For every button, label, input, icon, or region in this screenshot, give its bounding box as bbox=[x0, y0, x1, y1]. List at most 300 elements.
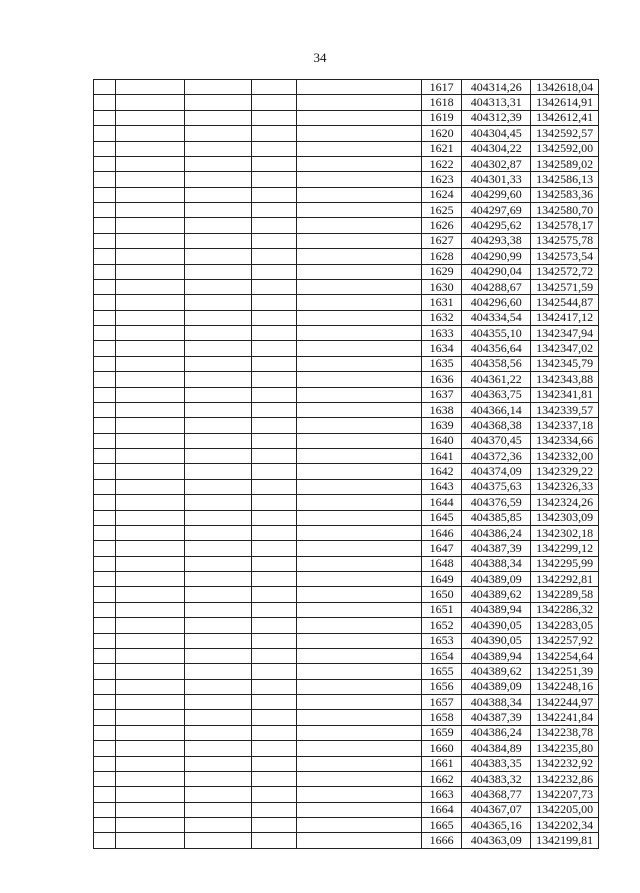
table-row bbox=[94, 249, 599, 264]
y-coordinate-cell: 1342578,17 bbox=[531, 218, 599, 233]
empty-cell bbox=[251, 310, 297, 325]
point-number-cell: 1620 bbox=[421, 126, 461, 141]
point-number-cell: 1656 bbox=[421, 679, 461, 694]
empty-cell bbox=[251, 510, 297, 525]
empty-cell bbox=[116, 449, 185, 464]
x-coordinate-cell: 404356,64 bbox=[462, 341, 531, 356]
y-coordinate-cell: 1342235,80 bbox=[531, 741, 599, 756]
table-row bbox=[94, 833, 599, 848]
empty-cell bbox=[185, 279, 252, 294]
point-number-cell: 1635 bbox=[421, 356, 461, 371]
y-coordinate-cell: 1342289,58 bbox=[531, 587, 599, 602]
table-row bbox=[94, 110, 599, 125]
y-coordinate-cell: 1342329,22 bbox=[531, 464, 599, 479]
empty-cell bbox=[116, 356, 185, 371]
empty-cell bbox=[297, 310, 421, 325]
point-number-cell: 1650 bbox=[421, 587, 461, 602]
point-number-cell: 1664 bbox=[421, 802, 461, 817]
empty-cell bbox=[251, 295, 297, 310]
empty-cell bbox=[94, 802, 116, 817]
empty-cell bbox=[185, 141, 252, 156]
empty-cell bbox=[116, 679, 185, 694]
point-number-cell: 1641 bbox=[421, 449, 461, 464]
y-coordinate-cell: 1342232,86 bbox=[531, 771, 599, 786]
empty-cell bbox=[185, 725, 252, 740]
point-number-cell: 1636 bbox=[421, 372, 461, 387]
empty-cell bbox=[116, 372, 185, 387]
empty-cell bbox=[251, 80, 297, 95]
empty-cell bbox=[94, 449, 116, 464]
empty-cell bbox=[185, 587, 252, 602]
empty-cell bbox=[94, 95, 116, 110]
empty-cell bbox=[297, 818, 421, 833]
table-row bbox=[94, 126, 599, 141]
empty-cell bbox=[94, 326, 116, 341]
empty-cell bbox=[94, 372, 116, 387]
x-coordinate-cell: 404386,24 bbox=[462, 525, 531, 540]
y-coordinate-cell: 1342347,94 bbox=[531, 326, 599, 341]
empty-cell bbox=[94, 787, 116, 802]
empty-cell bbox=[116, 618, 185, 633]
x-coordinate-cell: 404390,05 bbox=[462, 618, 531, 633]
empty-cell bbox=[251, 648, 297, 663]
empty-cell bbox=[185, 80, 252, 95]
y-coordinate-cell: 1342232,92 bbox=[531, 756, 599, 771]
empty-cell bbox=[94, 187, 116, 202]
y-coordinate-cell: 1342326,33 bbox=[531, 479, 599, 494]
empty-cell bbox=[116, 402, 185, 417]
table-row bbox=[94, 402, 599, 417]
x-coordinate-cell: 404389,62 bbox=[462, 664, 531, 679]
empty-cell bbox=[251, 618, 297, 633]
point-number-cell: 1645 bbox=[421, 510, 461, 525]
point-number-cell: 1657 bbox=[421, 695, 461, 710]
empty-cell bbox=[94, 771, 116, 786]
empty-cell bbox=[185, 449, 252, 464]
empty-cell bbox=[116, 110, 185, 125]
empty-cell bbox=[251, 187, 297, 202]
x-coordinate-cell: 404372,36 bbox=[462, 449, 531, 464]
table-row bbox=[94, 771, 599, 786]
empty-cell bbox=[297, 295, 421, 310]
x-coordinate-cell: 404383,35 bbox=[462, 756, 531, 771]
empty-cell bbox=[297, 218, 421, 233]
y-coordinate-cell: 1342199,81 bbox=[531, 833, 599, 848]
table-row bbox=[94, 387, 599, 402]
empty-cell bbox=[94, 648, 116, 663]
empty-cell bbox=[297, 572, 421, 587]
table-row bbox=[94, 141, 599, 156]
empty-cell bbox=[185, 372, 252, 387]
empty-cell bbox=[251, 756, 297, 771]
y-coordinate-cell: 1342592,00 bbox=[531, 141, 599, 156]
empty-cell bbox=[185, 172, 252, 187]
y-coordinate-cell: 1342332,00 bbox=[531, 449, 599, 464]
x-coordinate-cell: 404304,22 bbox=[462, 141, 531, 156]
y-coordinate-cell: 1342573,54 bbox=[531, 249, 599, 264]
y-coordinate-cell: 1342618,04 bbox=[531, 80, 599, 95]
empty-cell bbox=[116, 602, 185, 617]
empty-cell bbox=[297, 187, 421, 202]
table-row bbox=[94, 802, 599, 817]
empty-cell bbox=[94, 341, 116, 356]
table-row bbox=[94, 479, 599, 494]
x-coordinate-cell: 404297,69 bbox=[462, 203, 531, 218]
x-coordinate-cell: 404314,26 bbox=[462, 80, 531, 95]
empty-cell bbox=[251, 802, 297, 817]
empty-cell bbox=[297, 495, 421, 510]
empty-cell bbox=[297, 525, 421, 540]
table-row bbox=[94, 818, 599, 833]
empty-cell bbox=[94, 818, 116, 833]
empty-cell bbox=[94, 218, 116, 233]
empty-cell bbox=[116, 664, 185, 679]
empty-cell bbox=[116, 418, 185, 433]
empty-cell bbox=[116, 525, 185, 540]
empty-cell bbox=[94, 741, 116, 756]
empty-cell bbox=[116, 433, 185, 448]
empty-cell bbox=[185, 341, 252, 356]
empty-cell bbox=[297, 833, 421, 848]
empty-cell bbox=[251, 633, 297, 648]
empty-cell bbox=[297, 479, 421, 494]
empty-cell bbox=[94, 356, 116, 371]
empty-cell bbox=[185, 433, 252, 448]
empty-cell bbox=[185, 802, 252, 817]
empty-cell bbox=[185, 710, 252, 725]
y-coordinate-cell: 1342580,70 bbox=[531, 203, 599, 218]
x-coordinate-cell: 404293,38 bbox=[462, 233, 531, 248]
point-number-cell: 1618 bbox=[421, 95, 461, 110]
empty-cell bbox=[251, 387, 297, 402]
point-number-cell: 1629 bbox=[421, 264, 461, 279]
x-coordinate-cell: 404387,39 bbox=[462, 541, 531, 556]
point-number-cell: 1649 bbox=[421, 572, 461, 587]
empty-cell bbox=[297, 141, 421, 156]
empty-cell bbox=[116, 233, 185, 248]
empty-cell bbox=[185, 525, 252, 540]
empty-cell bbox=[297, 418, 421, 433]
point-number-cell: 1662 bbox=[421, 771, 461, 786]
point-number-cell: 1630 bbox=[421, 279, 461, 294]
empty-cell bbox=[251, 356, 297, 371]
point-number-cell: 1654 bbox=[421, 648, 461, 663]
table-row bbox=[94, 356, 599, 371]
y-coordinate-cell: 1342257,92 bbox=[531, 633, 599, 648]
x-coordinate-cell: 404358,56 bbox=[462, 356, 531, 371]
empty-cell bbox=[116, 341, 185, 356]
empty-cell bbox=[116, 510, 185, 525]
empty-cell bbox=[185, 479, 252, 494]
empty-cell bbox=[251, 602, 297, 617]
table-row bbox=[94, 295, 599, 310]
table-row bbox=[94, 218, 599, 233]
empty-cell bbox=[94, 279, 116, 294]
table-row bbox=[94, 279, 599, 294]
table-row bbox=[94, 95, 599, 110]
table-row bbox=[94, 326, 599, 341]
x-coordinate-cell: 404361,22 bbox=[462, 372, 531, 387]
empty-cell bbox=[297, 372, 421, 387]
empty-cell bbox=[94, 479, 116, 494]
x-coordinate-cell: 404376,59 bbox=[462, 495, 531, 510]
x-coordinate-cell: 404313,31 bbox=[462, 95, 531, 110]
empty-cell bbox=[185, 264, 252, 279]
empty-cell bbox=[185, 464, 252, 479]
y-coordinate-cell: 1342571,59 bbox=[531, 279, 599, 294]
y-coordinate-cell: 1342202,34 bbox=[531, 818, 599, 833]
y-coordinate-cell: 1342575,78 bbox=[531, 233, 599, 248]
empty-cell bbox=[94, 264, 116, 279]
empty-cell bbox=[185, 648, 252, 663]
empty-cell bbox=[297, 326, 421, 341]
empty-cell bbox=[297, 556, 421, 571]
empty-cell bbox=[251, 833, 297, 848]
empty-cell bbox=[251, 479, 297, 494]
empty-cell bbox=[251, 402, 297, 417]
point-number-cell: 1625 bbox=[421, 203, 461, 218]
table-row bbox=[94, 556, 599, 571]
point-number-cell: 1627 bbox=[421, 233, 461, 248]
empty-cell bbox=[116, 695, 185, 710]
x-coordinate-cell: 404302,87 bbox=[462, 156, 531, 171]
empty-cell bbox=[251, 172, 297, 187]
point-number-cell: 1631 bbox=[421, 295, 461, 310]
empty-cell bbox=[94, 541, 116, 556]
y-coordinate-cell: 1342303,09 bbox=[531, 510, 599, 525]
empty-cell bbox=[297, 233, 421, 248]
empty-cell bbox=[297, 618, 421, 633]
table-row bbox=[94, 233, 599, 248]
x-coordinate-cell: 404365,16 bbox=[462, 818, 531, 833]
x-coordinate-cell: 404386,24 bbox=[462, 725, 531, 740]
empty-cell bbox=[251, 249, 297, 264]
x-coordinate-cell: 404367,07 bbox=[462, 802, 531, 817]
y-coordinate-cell: 1342343,88 bbox=[531, 372, 599, 387]
empty-cell bbox=[185, 418, 252, 433]
empty-cell bbox=[185, 664, 252, 679]
y-coordinate-cell: 1342299,12 bbox=[531, 541, 599, 556]
point-number-cell: 1623 bbox=[421, 172, 461, 187]
empty-cell bbox=[297, 664, 421, 679]
y-coordinate-cell: 1342324,26 bbox=[531, 495, 599, 510]
empty-cell bbox=[116, 249, 185, 264]
empty-cell bbox=[297, 648, 421, 663]
empty-cell bbox=[297, 264, 421, 279]
empty-cell bbox=[94, 833, 116, 848]
empty-cell bbox=[297, 802, 421, 817]
empty-cell bbox=[116, 572, 185, 587]
y-coordinate-cell: 1342251,39 bbox=[531, 664, 599, 679]
table-row bbox=[94, 541, 599, 556]
empty-cell bbox=[185, 126, 252, 141]
empty-cell bbox=[116, 126, 185, 141]
empty-cell bbox=[185, 679, 252, 694]
empty-cell bbox=[94, 633, 116, 648]
empty-cell bbox=[297, 156, 421, 171]
empty-cell bbox=[251, 725, 297, 740]
y-coordinate-cell: 1342292,81 bbox=[531, 572, 599, 587]
empty-cell bbox=[297, 203, 421, 218]
page-number: 34 bbox=[313, 50, 327, 65]
empty-cell bbox=[94, 587, 116, 602]
x-coordinate-cell: 404388,34 bbox=[462, 695, 531, 710]
empty-cell bbox=[297, 787, 421, 802]
empty-cell bbox=[297, 587, 421, 602]
empty-cell bbox=[297, 679, 421, 694]
empty-cell bbox=[116, 771, 185, 786]
empty-cell bbox=[297, 725, 421, 740]
empty-cell bbox=[297, 110, 421, 125]
empty-cell bbox=[297, 341, 421, 356]
point-number-cell: 1637 bbox=[421, 387, 461, 402]
point-number-cell: 1647 bbox=[421, 541, 461, 556]
x-coordinate-cell: 404363,75 bbox=[462, 387, 531, 402]
empty-cell bbox=[251, 126, 297, 141]
empty-cell bbox=[185, 356, 252, 371]
x-coordinate-cell: 404366,14 bbox=[462, 402, 531, 417]
empty-cell bbox=[94, 310, 116, 325]
empty-cell bbox=[297, 771, 421, 786]
x-coordinate-cell: 404389,09 bbox=[462, 572, 531, 587]
point-number-cell: 1626 bbox=[421, 218, 461, 233]
point-number-cell: 1658 bbox=[421, 710, 461, 725]
y-coordinate-cell: 1342238,78 bbox=[531, 725, 599, 740]
table-row bbox=[94, 618, 599, 633]
empty-cell bbox=[297, 95, 421, 110]
empty-cell bbox=[251, 449, 297, 464]
y-coordinate-cell: 1342347,02 bbox=[531, 341, 599, 356]
table-row bbox=[94, 664, 599, 679]
empty-cell bbox=[116, 818, 185, 833]
y-coordinate-cell: 1342241,84 bbox=[531, 710, 599, 725]
empty-cell bbox=[116, 95, 185, 110]
empty-cell bbox=[185, 787, 252, 802]
table-row bbox=[94, 572, 599, 587]
table-row bbox=[94, 310, 599, 325]
empty-cell bbox=[94, 510, 116, 525]
empty-cell bbox=[116, 648, 185, 663]
empty-cell bbox=[116, 756, 185, 771]
empty-cell bbox=[94, 725, 116, 740]
table-row bbox=[94, 725, 599, 740]
empty-cell bbox=[185, 110, 252, 125]
point-number-cell: 1622 bbox=[421, 156, 461, 171]
x-coordinate-cell: 404384,89 bbox=[462, 741, 531, 756]
empty-cell bbox=[185, 495, 252, 510]
y-coordinate-cell: 1342302,18 bbox=[531, 525, 599, 540]
empty-cell bbox=[116, 495, 185, 510]
point-number-cell: 1653 bbox=[421, 633, 461, 648]
empty-cell bbox=[185, 556, 252, 571]
empty-cell bbox=[185, 771, 252, 786]
table-row bbox=[94, 695, 599, 710]
empty-cell bbox=[185, 602, 252, 617]
empty-cell bbox=[251, 110, 297, 125]
empty-cell bbox=[251, 95, 297, 110]
x-coordinate-cell: 404388,34 bbox=[462, 556, 531, 571]
point-number-cell: 1666 bbox=[421, 833, 461, 848]
empty-cell bbox=[297, 541, 421, 556]
empty-cell bbox=[251, 218, 297, 233]
empty-cell bbox=[251, 372, 297, 387]
empty-cell bbox=[116, 556, 185, 571]
table-row bbox=[94, 156, 599, 171]
empty-cell bbox=[94, 679, 116, 694]
empty-cell bbox=[94, 664, 116, 679]
x-coordinate-cell: 404334,54 bbox=[462, 310, 531, 325]
x-coordinate-cell: 404290,04 bbox=[462, 264, 531, 279]
y-coordinate-cell: 1342334,66 bbox=[531, 433, 599, 448]
x-coordinate-cell: 404299,60 bbox=[462, 187, 531, 202]
x-coordinate-cell: 404301,33 bbox=[462, 172, 531, 187]
point-number-cell: 1633 bbox=[421, 326, 461, 341]
table-row bbox=[94, 464, 599, 479]
y-coordinate-cell: 1342572,72 bbox=[531, 264, 599, 279]
table-row bbox=[94, 710, 599, 725]
empty-cell bbox=[251, 495, 297, 510]
point-number-cell: 1634 bbox=[421, 341, 461, 356]
empty-cell bbox=[116, 279, 185, 294]
x-coordinate-cell: 404355,10 bbox=[462, 326, 531, 341]
point-number-cell: 1665 bbox=[421, 818, 461, 833]
point-number-cell: 1643 bbox=[421, 479, 461, 494]
empty-cell bbox=[251, 418, 297, 433]
table-row bbox=[94, 172, 599, 187]
x-coordinate-cell: 404389,62 bbox=[462, 587, 531, 602]
empty-cell bbox=[297, 172, 421, 187]
empty-cell bbox=[297, 449, 421, 464]
empty-cell bbox=[94, 233, 116, 248]
x-coordinate-cell: 404383,32 bbox=[462, 771, 531, 786]
empty-cell bbox=[251, 525, 297, 540]
point-number-cell: 1638 bbox=[421, 402, 461, 417]
empty-cell bbox=[116, 264, 185, 279]
table-row bbox=[94, 203, 599, 218]
x-coordinate-cell: 404374,09 bbox=[462, 464, 531, 479]
point-number-cell: 1621 bbox=[421, 141, 461, 156]
table-row bbox=[94, 525, 599, 540]
table-row bbox=[94, 587, 599, 602]
y-coordinate-cell: 1342283,05 bbox=[531, 618, 599, 633]
y-coordinate-cell: 1342592,57 bbox=[531, 126, 599, 141]
empty-cell bbox=[116, 218, 185, 233]
empty-cell bbox=[185, 95, 252, 110]
point-number-cell: 1661 bbox=[421, 756, 461, 771]
empty-cell bbox=[94, 618, 116, 633]
empty-cell bbox=[185, 295, 252, 310]
point-number-cell: 1646 bbox=[421, 525, 461, 540]
empty-cell bbox=[251, 556, 297, 571]
empty-cell bbox=[94, 295, 116, 310]
empty-cell bbox=[297, 80, 421, 95]
empty-cell bbox=[251, 771, 297, 786]
empty-cell bbox=[116, 187, 185, 202]
empty-cell bbox=[94, 126, 116, 141]
empty-cell bbox=[116, 725, 185, 740]
x-coordinate-cell: 404375,63 bbox=[462, 479, 531, 494]
table-row bbox=[94, 510, 599, 525]
x-coordinate-cell: 404304,45 bbox=[462, 126, 531, 141]
empty-cell bbox=[251, 141, 297, 156]
empty-cell bbox=[185, 618, 252, 633]
empty-cell bbox=[297, 741, 421, 756]
empty-cell bbox=[185, 310, 252, 325]
table-row bbox=[94, 495, 599, 510]
empty-cell bbox=[116, 387, 185, 402]
point-number-cell: 1644 bbox=[421, 495, 461, 510]
x-coordinate-cell: 404390,05 bbox=[462, 633, 531, 648]
